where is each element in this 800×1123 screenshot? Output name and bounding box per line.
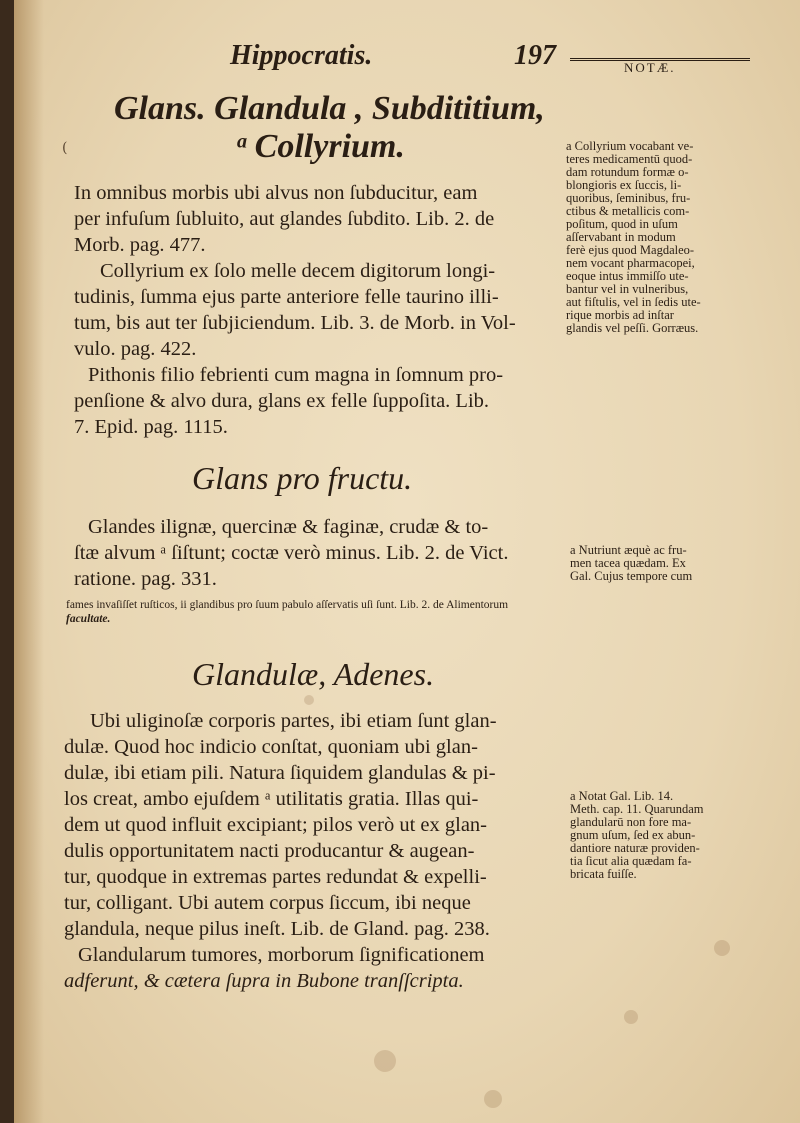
text-line: vulo. pag. 422. xyxy=(74,338,197,360)
text-line: tur, quodque in extremas partes redundat & expelli- xyxy=(64,866,487,888)
note-line: men tacea quædam. Ex xyxy=(570,556,686,570)
text-line: ratione. pag. 331. xyxy=(74,568,217,590)
note-line: eoque intus immiſſo ute- xyxy=(566,269,689,283)
section-title-glans: Glans. Glandula , Subdititium, xyxy=(114,90,545,127)
text-line: dulis opportunitatem nacti producantur & augean- xyxy=(64,840,475,862)
note-line: blongioris ex ſuccis, li- xyxy=(566,178,682,192)
text-line: los creat, ambo ejuſdem ᵃ utilitatis gratia. Illas qui- xyxy=(64,788,479,810)
text-line: In omnibus morbis ubi alvus non ſubducitur, eam xyxy=(74,182,478,204)
note-line: ferè ejus quod Magdaleo- xyxy=(566,243,695,257)
margin-bracket-mark: ( xyxy=(62,140,68,156)
note-line: dantiore naturæ providen- xyxy=(570,841,700,855)
note-line: fames invaſiſſet ruſticos, ii glandibus pro ſuum pabulo aſſervatis uſi ſunt. Lib. 2. de Alimentorum xyxy=(66,599,509,611)
section-title-glandulae: Glandulæ, Adenes. xyxy=(192,656,435,692)
note-line: tia ſicut alia quædam fa- xyxy=(570,854,692,868)
section-title-glans-fructu: Glans pro fructu. xyxy=(192,460,413,496)
note-line: a Nutriunt æquè ac fru- xyxy=(570,543,687,557)
note-line: facultate. xyxy=(66,613,111,625)
section3-note xyxy=(570,790,770,881)
note-line: quoribus, ſeminibus, fru- xyxy=(566,191,691,205)
text-line: Collyrium ex ſolo melle decem digitorum longi- xyxy=(100,260,496,282)
section-title-collyrium: ᵃ Collyrium. xyxy=(236,128,405,165)
text-line: Glandes ilignæ, quercinæ & faginæ, crudæ & to- xyxy=(88,516,489,538)
note-line: a Notat Gal. Lib. 14. xyxy=(570,789,674,803)
section3-body xyxy=(64,708,574,994)
note-line: ctibus & metallicis com- xyxy=(566,204,690,218)
note-line: gnum uſum, ſed ex abun- xyxy=(570,828,696,842)
text-line: 7. Epid. pag. 1115. xyxy=(74,416,228,438)
note-line: Gal. Cujus tempore cum xyxy=(570,569,693,583)
note-line: poſitum, quod in uſum xyxy=(566,217,678,231)
page-number: 197 xyxy=(514,40,556,71)
page-gutter-shadow xyxy=(14,0,44,1123)
note-line: rique morbis ad inſtar xyxy=(566,308,674,322)
text-line: tum, bis aut ter ſubjiciendum. Lib. 3. de Morb. in Vol- xyxy=(74,312,516,334)
note-line: dam rotundum formæ o- xyxy=(566,165,689,179)
text-line: tudinis, ſumma ejus parte anteriore felle taurino illi- xyxy=(74,286,499,308)
text-line: glandula, neque pilus ineſt. Lib. de Gland. pag. 238. xyxy=(64,918,490,940)
foxing-stain xyxy=(304,695,314,705)
note-line: Meth. cap. 11. Quarundam xyxy=(570,802,704,816)
note-line: bantur vel in vulneribus, xyxy=(566,282,689,296)
note-line: aſſervabant in modum xyxy=(566,230,676,244)
note-line: glandis vel peſſi. Gorræus. xyxy=(566,321,699,335)
foxing-stain xyxy=(374,1050,396,1072)
note-line: teres medicamentū quod- xyxy=(566,152,693,166)
section2-note xyxy=(570,544,770,583)
note-line: bricata fuiſſe. xyxy=(570,867,637,881)
text-line: dulæ, ibi etiam pili. Natura ſiquidem glandulas & pi- xyxy=(64,762,496,784)
text-line: adferunt, & cætera ſupra in Bubone tranſſcripta. xyxy=(64,970,464,992)
text-line: tur, colligant. Ubi autem corpus ſiccum, ibi neque xyxy=(64,892,471,914)
note-line: aut fiſtulis, vel in ſedis ute- xyxy=(566,295,701,309)
text-line: dulæ. Quod hoc indicio conſtat, quoniam ubi glan- xyxy=(64,736,478,758)
text-line: penſione & alvo dura, glans ex felle ſuppoſita. Lib. xyxy=(74,390,490,412)
note-line: glandularū non fore ma- xyxy=(570,815,692,829)
text-line: Morb. pag. 477. xyxy=(74,234,206,256)
text-line: Ubi uliginoſæ corporis partes, ibi etiam ſunt glan- xyxy=(90,710,497,732)
foxing-stain xyxy=(624,1010,638,1024)
running-title: Hippocratis. xyxy=(230,40,373,71)
text-line: per infuſum ſubluito, aut glandes ſubdito. Lib. 2. de xyxy=(74,208,495,230)
foxing-stain xyxy=(484,1090,502,1108)
section2-note-wide xyxy=(66,598,776,626)
text-line: dem ut quod influit excipiant; pilos verò ut ex glan- xyxy=(64,814,488,836)
note-line: a Collyrium vocabant ve- xyxy=(566,139,694,153)
foxing-stain xyxy=(714,940,730,956)
text-line: Pithonis filio febrienti cum magna in ſomnum pro- xyxy=(88,364,504,386)
book-page xyxy=(14,0,800,1123)
text-line: Glandularum tumores, morborum ſignificationem xyxy=(78,944,485,966)
notes-label: NOTÆ. xyxy=(624,60,676,75)
section1-note xyxy=(566,140,766,335)
section1-body xyxy=(74,180,574,440)
section2-body xyxy=(74,514,574,592)
text-line: ſtæ alvum ᵃ ſiſtunt; coctæ verò minus. Lib. 2. de Vict. xyxy=(74,542,509,564)
note-line: nem vocant pharmacopei, xyxy=(566,256,695,270)
